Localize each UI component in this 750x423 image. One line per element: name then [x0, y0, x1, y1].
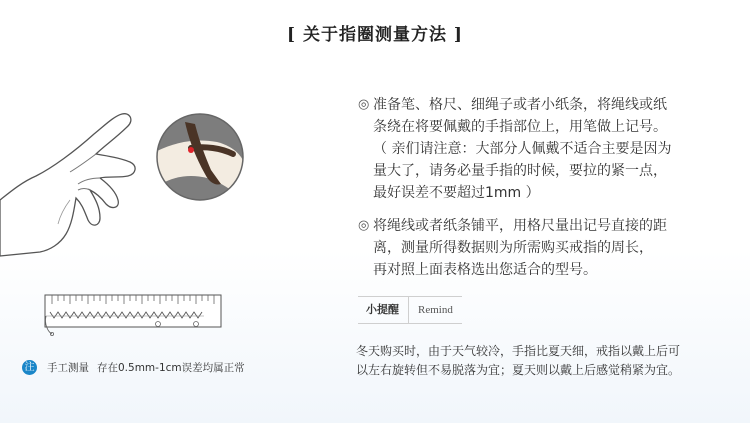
step-line: 最好误差不要超过1mm ）: [373, 185, 540, 201]
hand-illustration: [0, 100, 160, 270]
step-line: 准备笔、格尺、细绳子或者小纸条，将绳线或纸: [373, 97, 667, 113]
step-text: [373, 215, 728, 281]
finger-zoom-circle: [155, 112, 245, 202]
remind-cn: 小提醒: [358, 297, 409, 323]
measurement-note: [22, 360, 245, 375]
instruction-step: [358, 215, 728, 281]
step-text: [373, 94, 728, 204]
step-line: 量大了，请务必量手指的时候，要拉的紧一点，: [373, 163, 667, 179]
tip-line: 以左右旋转但不易脱落为宜；夏天则以戴上后感觉稍紧为宜。: [356, 363, 681, 377]
note-text: [47, 360, 245, 375]
note-label: 手工测量: [47, 362, 89, 374]
instruction-list: [358, 94, 728, 281]
remind-label: [358, 296, 462, 324]
ruler-illustration: [44, 294, 224, 336]
bullet-icon: ◎: [358, 97, 370, 112]
hand-outline: [0, 114, 135, 256]
marker-dot: [188, 147, 194, 153]
step-line: （ 亲们请注意：大部分人佩戴不适合主要是因为: [373, 141, 672, 157]
note-icon: 注: [22, 360, 37, 375]
page-title: [ 关于指圈测量方法 ]: [287, 25, 463, 45]
bullet-icon: ◎: [358, 218, 370, 233]
step-line: 再对照上面表格选出您适合的型号。: [373, 262, 597, 278]
step-line: 将绳线或者纸条铺平，用格尺量出记号直接的距: [373, 218, 667, 234]
remind-en: Remind: [418, 304, 453, 316]
note-detail: 存在0.5mm-1cm误差均属正常: [97, 362, 245, 374]
remind-tip: [356, 342, 736, 380]
step-line: 离，测量所得数据则为所需购买戒指的周长，: [373, 240, 653, 256]
tip-line: 冬天购买时，由于天气较冷，手指比夏天细，戒指以戴上后可: [356, 344, 681, 358]
instruction-step: [358, 94, 728, 204]
step-line: 条绕在将要佩戴的手指部位上，用笔做上记号。: [373, 119, 667, 135]
